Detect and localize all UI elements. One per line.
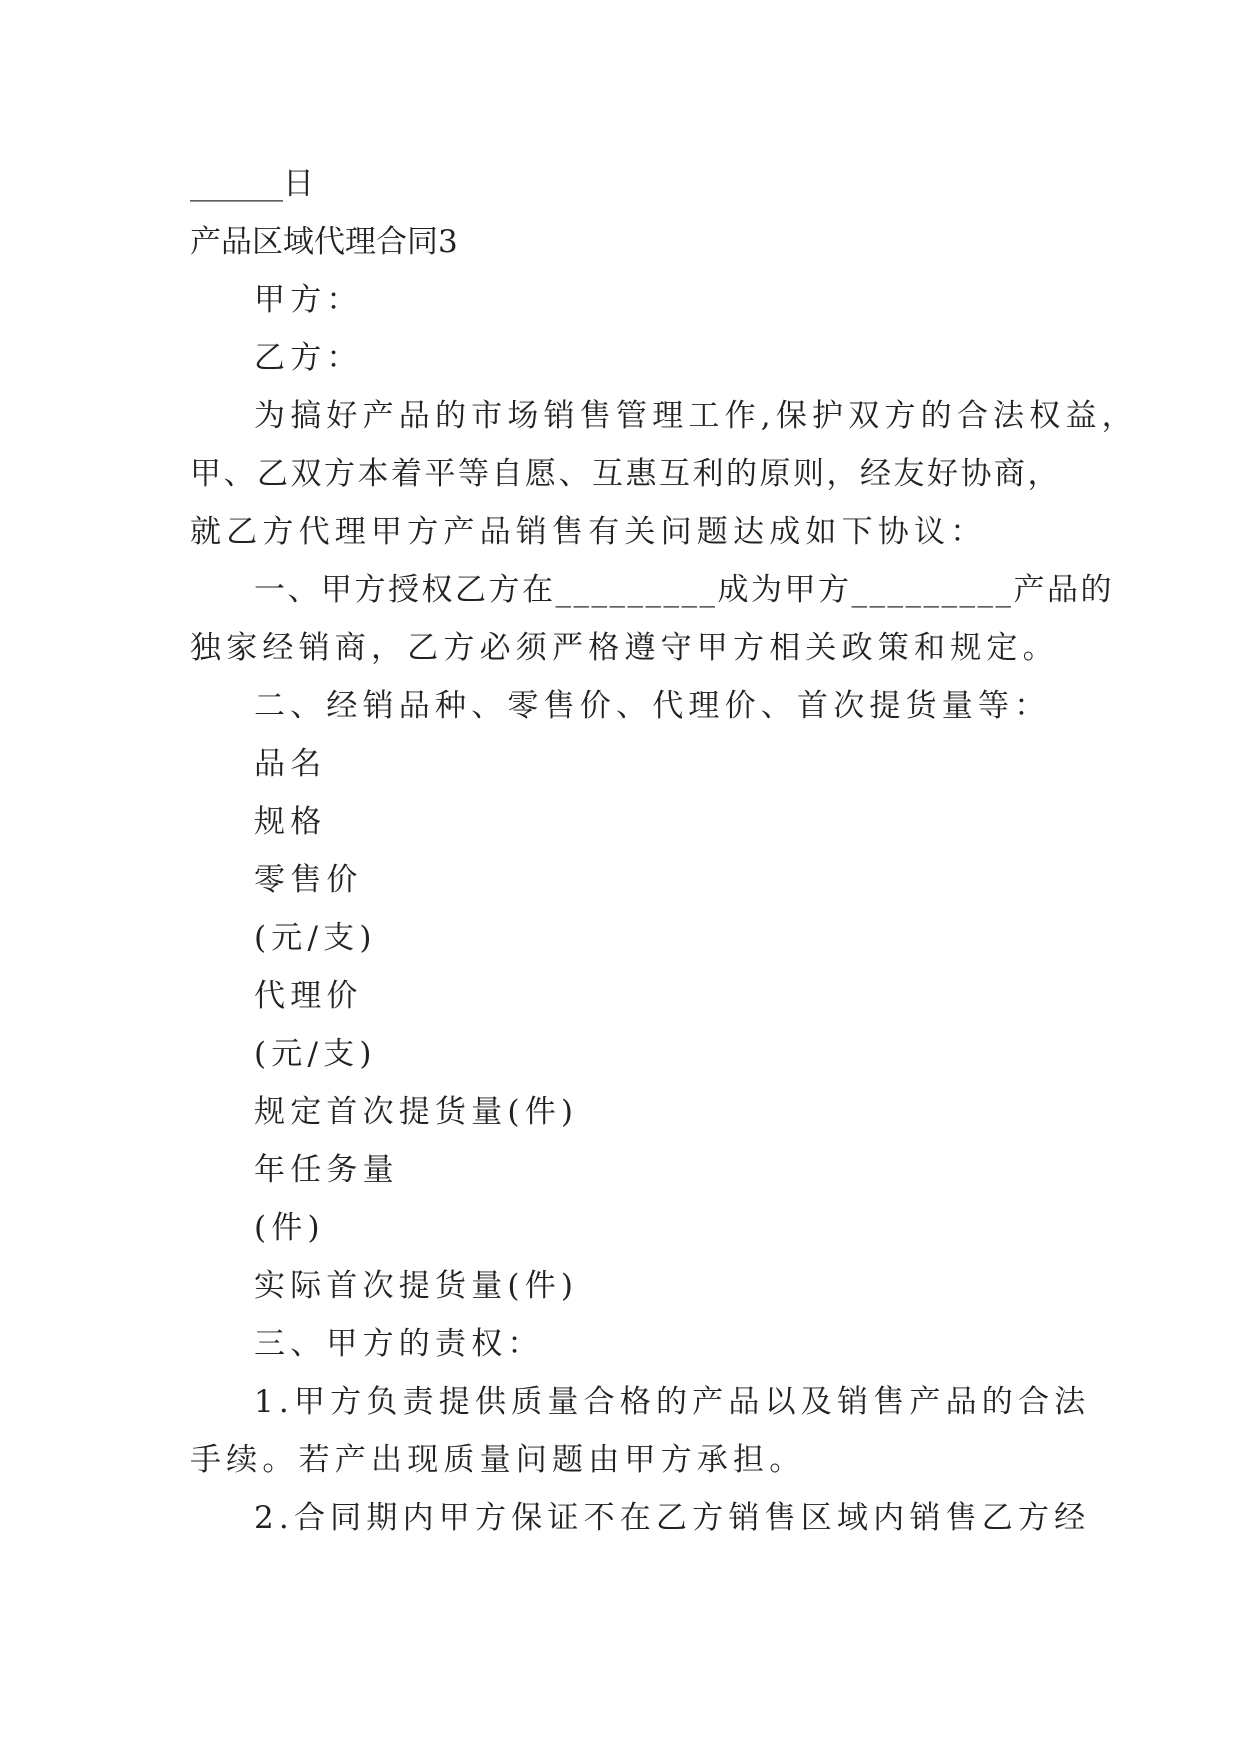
clause-2-heading: 二、经销品种、零售价、代理价、首次提货量等：	[254, 688, 1051, 724]
item-annual-target-unit: (件)	[254, 1210, 325, 1246]
item-annual-target: 年任务量	[254, 1152, 399, 1188]
date-day-line: ______日	[190, 166, 314, 202]
clause-3-item-2-line-1: 2.合同期内甲方保证不在乙方销售区域内销售乙方经	[254, 1500, 1091, 1536]
item-required-first-order: 规定首次提货量(件)	[254, 1094, 579, 1130]
clause-1-line-1: 一、甲方授权乙方在_________成为甲方_________产品的	[254, 572, 1114, 608]
item-retail-price-unit: (元/支)	[254, 920, 377, 956]
item-specification: 规格	[254, 804, 327, 840]
clause-3-item-1-line-1: 1.甲方负责提供质量合格的产品以及销售产品的合法	[254, 1384, 1091, 1420]
party-a-label: 甲方：	[254, 282, 363, 318]
clause-3-item-1-line-2: 手续。若产出现质量问题由甲方承担。	[190, 1442, 806, 1478]
preamble-line-3: 就乙方代理甲方产品销售有关问题达成如下协议：	[190, 514, 987, 550]
item-actual-first-order: 实际首次提货量(件)	[254, 1268, 579, 1304]
item-agent-price-unit: (元/支)	[254, 1036, 377, 1072]
contract-title: 产品区域代理合同3	[190, 224, 458, 260]
preamble-line-1: 为搞好产品的市场销售管理工作,保护双方的合法权益，	[254, 398, 1138, 434]
clause-1-line-2: 独家经销商，乙方必须严格遵守甲方相关政策和规定。	[190, 630, 1059, 666]
clause-3-heading: 三、甲方的责权：	[254, 1326, 544, 1362]
item-product-name: 品名	[254, 746, 327, 782]
item-retail-price: 零售价	[254, 862, 363, 898]
preamble-line-2: 甲、乙双方本着平等自愿、互惠互利的原则，经友好协商，	[190, 456, 1061, 492]
item-agent-price: 代理价	[254, 978, 363, 1014]
party-b-label: 乙方：	[254, 340, 363, 376]
